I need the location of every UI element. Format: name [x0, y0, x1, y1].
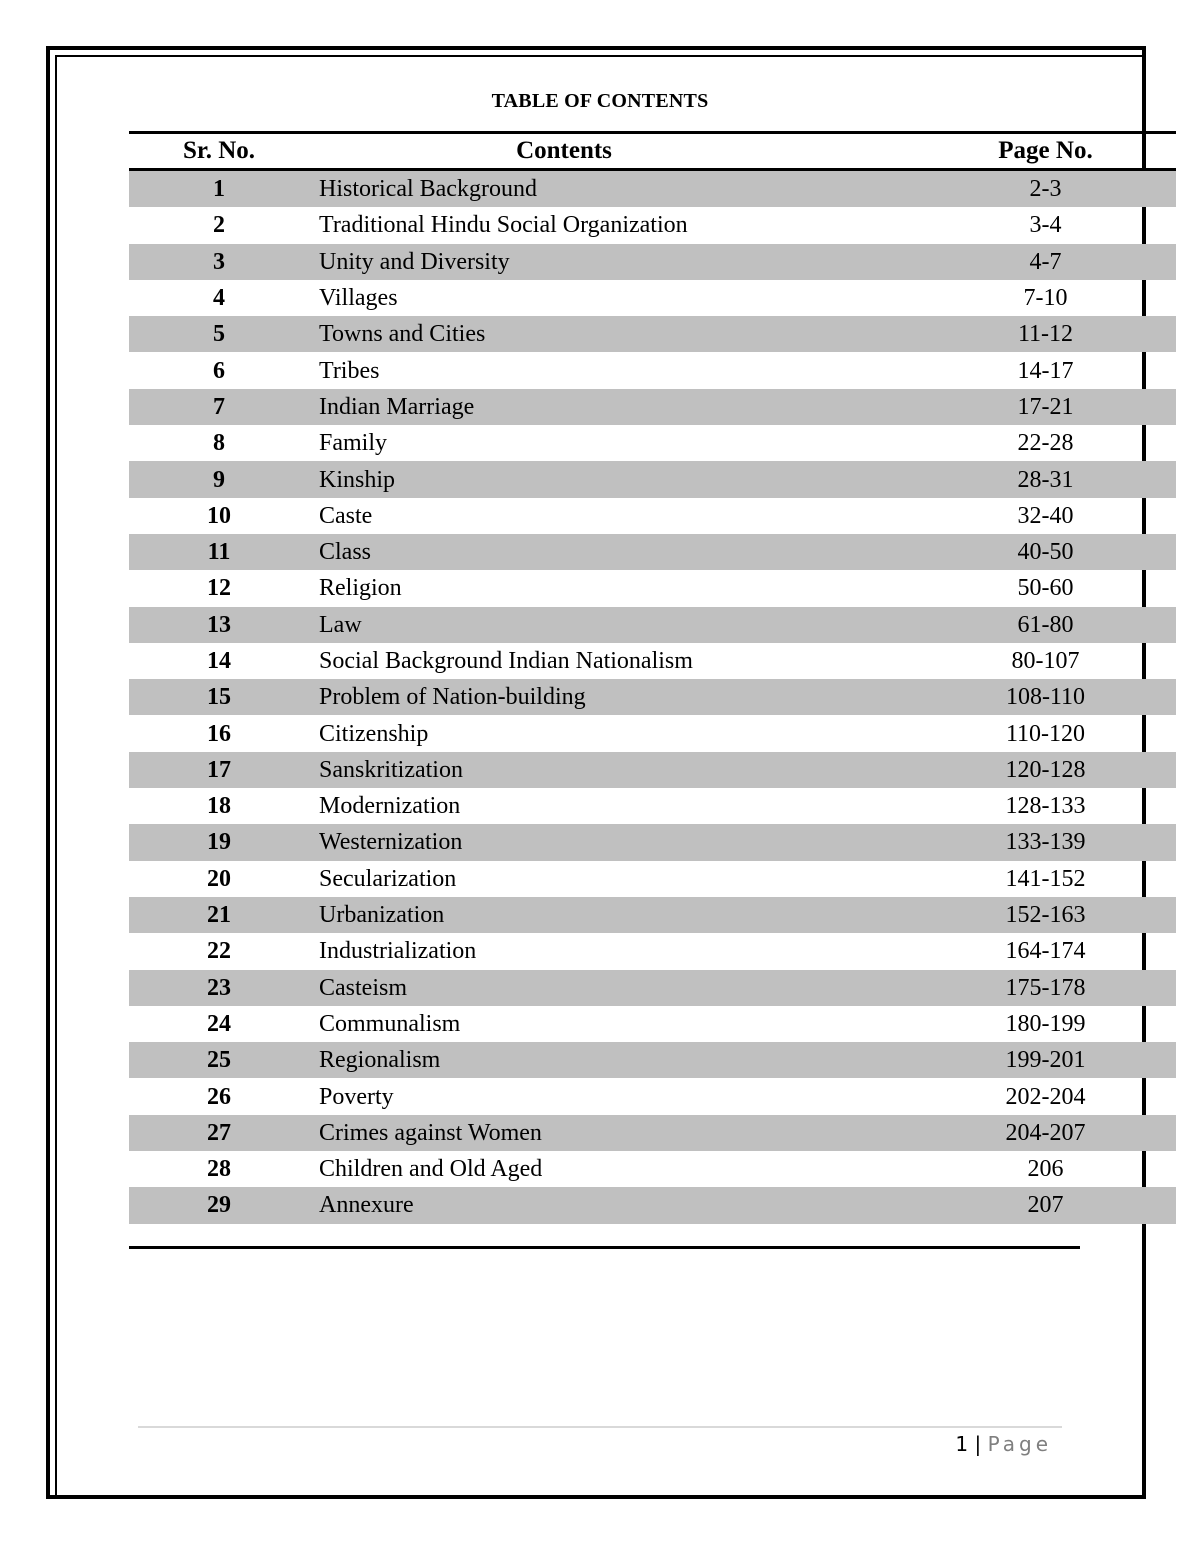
header-contents: Contents: [516, 137, 612, 164]
page-title: TABLE OF CONTENTS: [491, 90, 709, 112]
row-contents: Regionalism: [309, 1042, 915, 1078]
row-contents: Historical Background: [309, 170, 915, 208]
row-sr-no: 15: [129, 679, 309, 715]
row-contents: Religion: [319, 575, 402, 602]
table-row: [129, 534, 1176, 570]
footer-page-number: 1: [955, 1432, 969, 1456]
table-row: [129, 861, 1176, 897]
row-sr-no: 11: [129, 534, 309, 570]
row-sr-no: 17: [129, 752, 309, 788]
row-page-no: 120-128: [915, 752, 1176, 788]
row-page-no: 11-12: [915, 316, 1176, 352]
row-sr-no: 24: [207, 1010, 231, 1037]
row-contents: Family: [319, 430, 388, 457]
row-page-no: 180-199: [1005, 1010, 1086, 1037]
table-row: [129, 207, 1176, 243]
row-page-no: 32-40: [1017, 502, 1074, 529]
row-contents: Modernization: [319, 793, 461, 820]
table-row: [129, 643, 1176, 679]
row-sr-no: 27: [129, 1115, 309, 1151]
table-row: [129, 933, 1176, 969]
row-sr-no: 2: [213, 212, 225, 239]
row-contents: Industrialization: [319, 938, 477, 965]
row-page-no: 61-80: [915, 607, 1176, 643]
row-contents: Secularization: [319, 865, 457, 892]
row-sr-no: 5: [129, 316, 309, 352]
row-contents: Towns and Cities: [309, 316, 915, 352]
row-contents: Unity and Diversity: [309, 244, 915, 280]
table-row: [129, 897, 1176, 933]
row-page-no: 80-107: [1011, 648, 1080, 674]
row-contents: Poverty: [319, 1083, 394, 1110]
row-page-no: 108-110: [915, 679, 1176, 715]
table-row: [129, 715, 1176, 751]
row-sr-no: 9: [129, 461, 309, 497]
row-contents: Annexure: [309, 1187, 915, 1223]
table-row: [129, 498, 1176, 534]
row-sr-no: 3: [129, 244, 309, 280]
row-page-no: 133-139: [915, 824, 1176, 860]
table-row: [129, 607, 1176, 643]
table-row: [129, 570, 1176, 606]
row-page-no: 204-207: [915, 1115, 1176, 1151]
toc-body: [129, 170, 1176, 1224]
row-contents: Crimes against Women: [309, 1115, 915, 1151]
table-row: [129, 1078, 1176, 1114]
table-row: [129, 679, 1176, 715]
table-row: [129, 352, 1176, 388]
row-sr-no: 19: [129, 824, 309, 860]
table-row: [129, 1115, 1176, 1151]
row-sr-no: 23: [129, 970, 309, 1006]
row-sr-no: 18: [207, 793, 231, 820]
row-page-no: 128-133: [1005, 793, 1086, 820]
row-contents: Traditional Hindu Social Organization: [319, 212, 688, 239]
row-page-no: 152-163: [915, 897, 1176, 933]
row-contents: Communalism: [319, 1010, 461, 1037]
row-page-no: 14-17: [1017, 357, 1074, 384]
footer-page-word: Page: [987, 1432, 1052, 1456]
row-page-no: 206: [1027, 1156, 1064, 1183]
row-sr-no: 7: [129, 389, 309, 425]
row-contents: Sanskritization: [309, 752, 915, 788]
row-page-no: 199-201: [915, 1042, 1176, 1078]
table-row: [129, 1187, 1176, 1223]
table-bottom-rule: [129, 1246, 1080, 1249]
header-page-no: Page No.: [998, 137, 1093, 164]
row-sr-no: 29: [129, 1187, 309, 1223]
row-contents: Indian Marriage: [309, 389, 915, 425]
row-contents: Children and Old Aged: [319, 1156, 543, 1183]
row-contents: Casteism: [309, 970, 915, 1006]
row-sr-no: 26: [207, 1083, 231, 1110]
toc-table: [129, 131, 1176, 1224]
row-contents: Urbanization: [309, 897, 915, 933]
table-row: [129, 824, 1176, 860]
table-row: [129, 316, 1176, 352]
row-page-no: 50-60: [1017, 575, 1074, 602]
row-sr-no: 8: [213, 430, 225, 457]
row-sr-no: 14: [207, 648, 231, 674]
row-page-no: 22-28: [1017, 430, 1074, 457]
row-sr-no: 4: [213, 285, 225, 312]
row-sr-no: 13: [129, 607, 309, 643]
row-sr-no: 10: [207, 502, 231, 529]
table-row: [129, 1151, 1176, 1187]
row-contents: Westernization: [309, 824, 915, 860]
row-page-no: 2-3: [915, 170, 1176, 208]
row-sr-no: 20: [207, 865, 231, 892]
row-contents: Problem of Nation-building: [309, 679, 915, 715]
table-row: [129, 425, 1176, 461]
page-footer: [955, 1432, 1052, 1456]
table-row: [129, 389, 1176, 425]
row-page-no: 4-7: [915, 244, 1176, 280]
row-sr-no: 25: [129, 1042, 309, 1078]
table-row: [129, 788, 1176, 824]
row-page-no: 7-10: [1023, 285, 1068, 312]
row-page-no: 141-152: [1005, 865, 1086, 892]
table-row: [129, 1006, 1176, 1042]
row-contents: Tribes: [319, 357, 380, 384]
row-contents: Kinship: [309, 461, 915, 497]
row-sr-no: 1: [129, 170, 309, 208]
row-contents: Citizenship: [319, 720, 429, 747]
table-row: [129, 1042, 1176, 1078]
table-row: [129, 970, 1176, 1006]
footer-separator: |: [974, 1432, 982, 1456]
row-page-no: 17-21: [915, 389, 1176, 425]
row-sr-no: 22: [207, 938, 231, 965]
toc-header: [129, 133, 1176, 170]
row-sr-no: 6: [213, 357, 225, 384]
row-page-no: 40-50: [915, 534, 1176, 570]
table-row: [129, 170, 1176, 208]
row-contents: Law: [309, 607, 915, 643]
row-page-no: 28-31: [915, 461, 1176, 497]
row-contents: Class: [309, 534, 915, 570]
row-contents: Villages: [319, 285, 398, 312]
toc-header-row: [129, 133, 1176, 170]
row-page-no: 3-4: [1029, 212, 1062, 239]
row-sr-no: 21: [129, 897, 309, 933]
table-row: [129, 461, 1176, 497]
row-sr-no: 16: [207, 720, 231, 747]
row-sr-no: 12: [207, 575, 231, 602]
row-page-no: 164-174: [1005, 938, 1086, 965]
table-row: [129, 244, 1176, 280]
table-row: [129, 280, 1176, 316]
row-contents: Social Background Indian Nationalism: [319, 648, 693, 674]
row-page-no: 207: [915, 1187, 1176, 1223]
row-sr-no: 28: [207, 1156, 231, 1183]
footer-rule: [138, 1426, 1062, 1428]
header-sr-no: Sr. No.: [182, 137, 255, 164]
row-page-no: 175-178: [915, 970, 1176, 1006]
table-row: [129, 752, 1176, 788]
row-page-no: 110-120: [1005, 720, 1086, 747]
row-contents: Caste: [319, 502, 373, 529]
row-page-no: 202-204: [1005, 1083, 1086, 1110]
